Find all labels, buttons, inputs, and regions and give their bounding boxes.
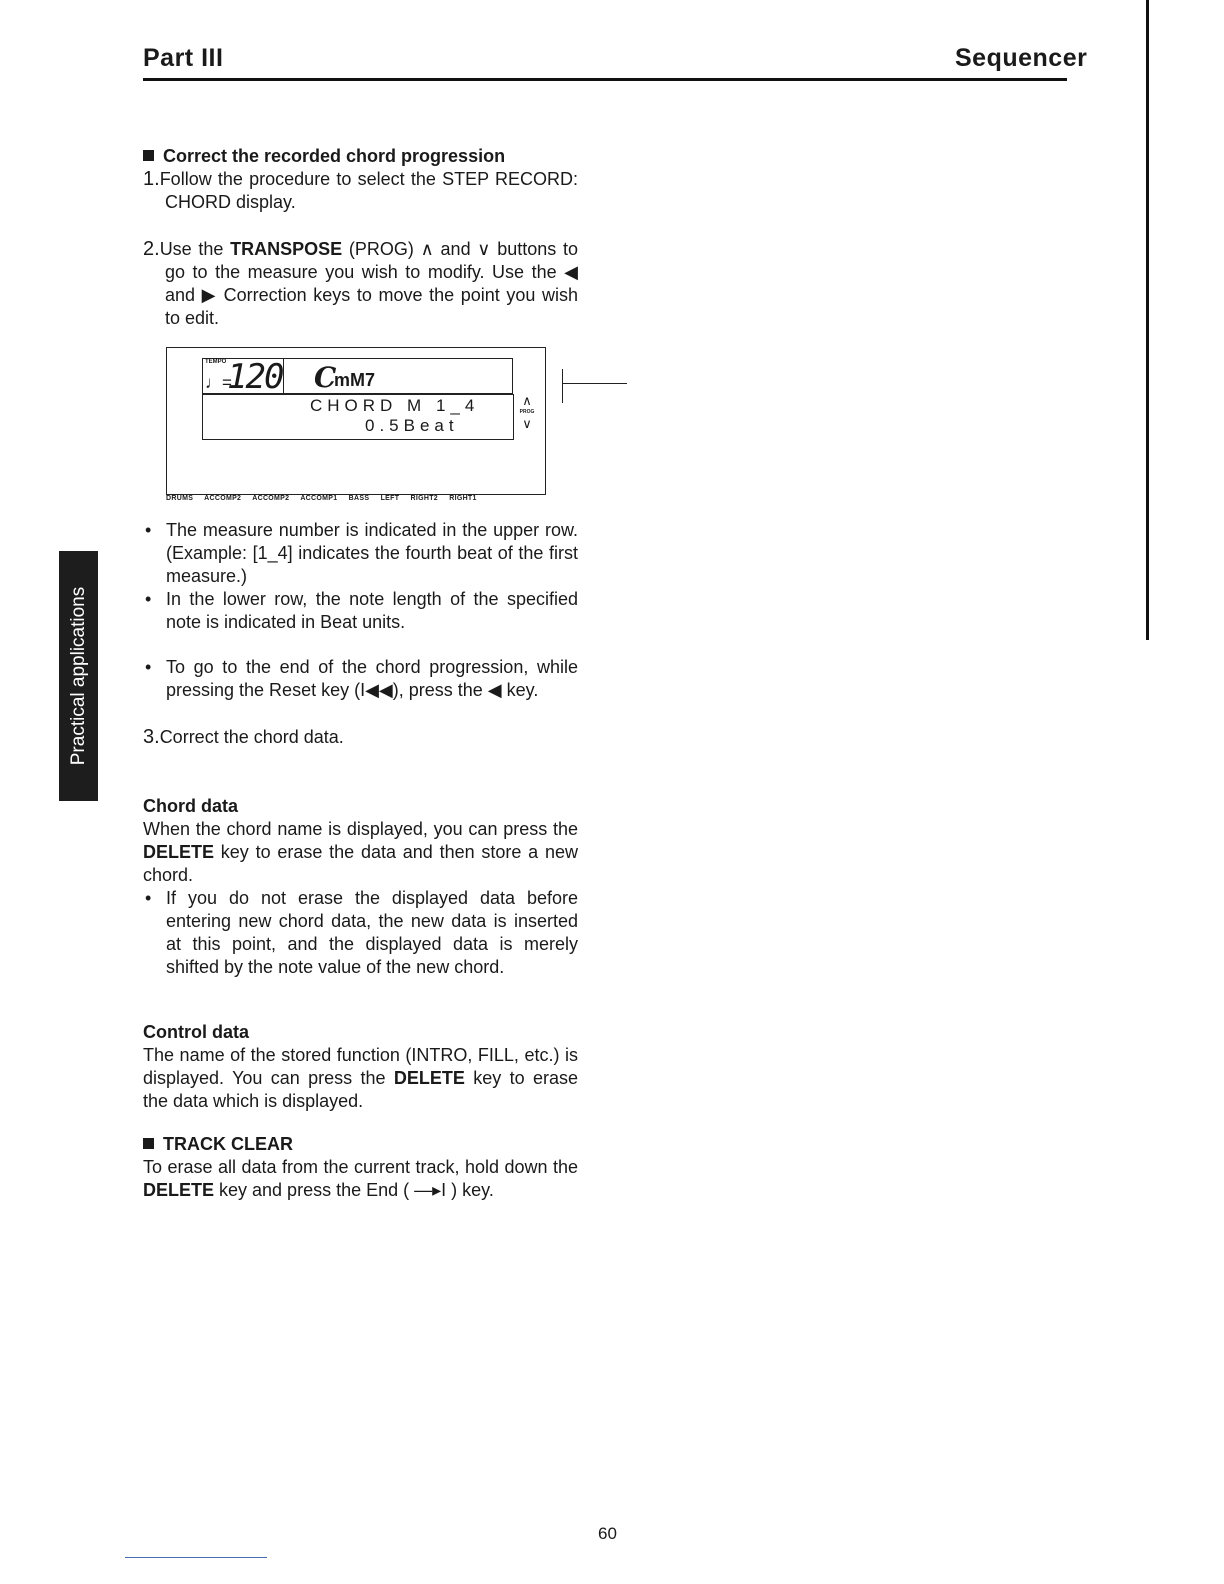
section-correct-chord (143, 145, 578, 330)
step-2: 2.Use the TRANSPOSE (PROG) ∧ and ∨ buttons to go to the measure you wish to modify. Use the ◀ and ▶ Correction keys to move the point you wish to edit. (143, 238, 578, 328)
list-item: • The measure number is indicated in the upper row. (Example: [1_4] indicates the fourth beat of the first measure.) (143, 519, 578, 588)
side-tab-label: Practical applications (67, 586, 89, 766)
arrow-up-icon: ∧ (522, 393, 532, 408)
lcd-chord-quality: mM7 (334, 370, 376, 390)
lcd-tempo-value: 120 (227, 357, 283, 397)
track-clear-title: TRACK CLEAR (143, 1133, 578, 1156)
control-data-text: The name of the stored function (INTRO, FILL, etc.) is displayed. You can press the DELETE key to erase the data which is displayed. (143, 1045, 578, 1111)
track-clear-text: To erase all data from the current track, hold down the DELETE key and press the End ( —▸I ) key. (143, 1157, 578, 1200)
control-data-section (143, 1021, 578, 1113)
lcd-display (166, 347, 546, 495)
side-tab (59, 551, 98, 801)
step-3: 3.Correct the chord data. (143, 726, 344, 748)
square-bullet-icon (143, 1138, 154, 1149)
page-edge-line (1146, 0, 1149, 640)
chord-data-text: When the chord name is displayed, you can press the DELETE key to erase the data and then store a new chord. (143, 819, 578, 885)
lcd-chord-box (282, 358, 513, 394)
lcd-row-lower: 0.5Beat (365, 416, 459, 435)
header-part: Part III (143, 44, 224, 72)
lcd-chord-root: C (314, 361, 337, 394)
arrow-down-icon: ∨ (522, 416, 532, 431)
step-1: 1.Follow the procedure to select the STEP RECORD: CHORD display. (143, 168, 578, 212)
header-section: Sequencer (955, 44, 1088, 72)
list-item: • In the lower row, the note length of the specified note is indicated in Beat units. (143, 588, 578, 634)
list-item: • If you do not erase the displayed data before entering new chord data, the new data is inserted at this point, and the displayed data is merely shifted by the note value of the new chord. (143, 887, 578, 979)
chord-data-section (143, 795, 578, 979)
display-notes (143, 519, 578, 749)
square-bullet-icon (143, 150, 154, 161)
chord-data-title: Chord data (143, 796, 239, 816)
page-number: 60 (598, 1524, 617, 1543)
footer-line (125, 1557, 267, 1558)
header-rule (143, 78, 1067, 81)
lcd-tempo-box: TEMPO ♩= 120 (202, 358, 284, 394)
control-data-title: Control data (143, 1022, 249, 1042)
section-title: Correct the recorded chord progression (143, 145, 578, 168)
lcd-part-labels: DRUMS ACCOMP2 ACCOMP2 ACCOMP1 BASS LEFT RIGHT2 RIGHT1 (166, 495, 477, 502)
lcd-prog-arrows: ∧ PROG ∨ (517, 394, 537, 430)
lcd-row-upper: CHORD M 1_4 (310, 396, 480, 415)
lcd-mini-box (562, 369, 627, 403)
list-item: • To go to the end of the chord progression, while pressing the Reset key (I◀◀), press the ◀ key. (143, 656, 578, 702)
lcd-text-rows (202, 394, 514, 440)
track-clear-section (143, 1133, 578, 1202)
